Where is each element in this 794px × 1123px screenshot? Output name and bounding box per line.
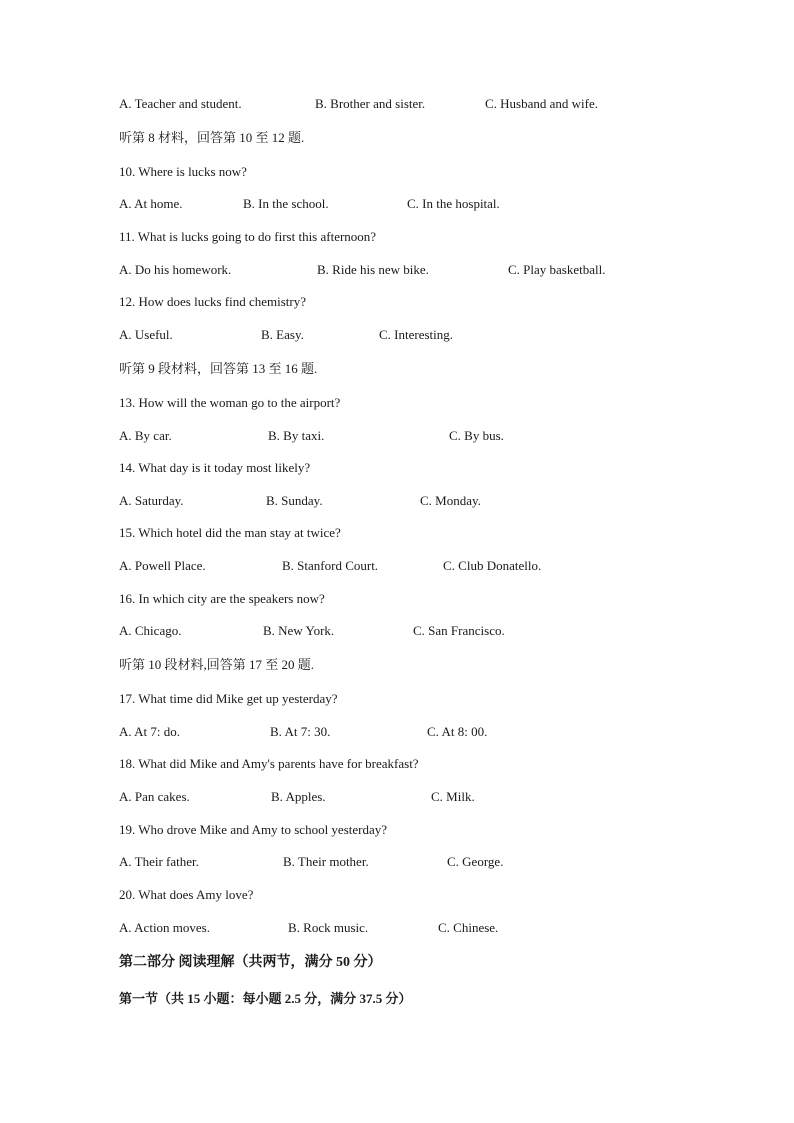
question-text: 13. How will the woman go to the airport?: [119, 395, 341, 410]
section-instruction: 听第 10 段材料,回答第 17 至 20 题.: [119, 657, 315, 672]
option-b: B. Easy.: [261, 327, 304, 342]
option-b: B. Their mother.: [283, 854, 369, 869]
option-a: A. Useful.: [119, 327, 173, 342]
option-b: B. By taxi.: [268, 428, 325, 443]
option-c: C. Interesting.: [379, 327, 454, 342]
option-c: C. At 8: 00.: [427, 724, 488, 739]
question-text: 10. Where is lucks now?: [119, 164, 247, 179]
option-a: A. At 7: do.: [119, 724, 181, 739]
question-text: 17. What time did Mike get up yesterday?: [119, 691, 338, 706]
option-b: B. At 7: 30.: [270, 724, 331, 739]
option-a: A. By car.: [119, 428, 172, 443]
option-c: C. Milk.: [431, 789, 475, 804]
section-instruction: 听第 9 段材料，回答第 13 至 16 题.: [119, 361, 318, 376]
question-text: 20. What does Amy love?: [119, 887, 254, 902]
question-text: 14. What day is it today most likely?: [119, 460, 311, 475]
option-a: A. Powell Place.: [119, 558, 206, 573]
option-b: B. Sunday.: [266, 493, 323, 508]
question-text: 15. Which hotel did the man stay at twice?: [119, 525, 341, 540]
question-text: 11. What is lucks going to do first this afternoon?: [119, 229, 377, 244]
option-b: B. New York.: [263, 623, 335, 638]
subsection-heading: 第一节（共 15 小题：每小题 2.5 分，满分 37.5 分）: [119, 991, 412, 1006]
option-c: C. In the hospital.: [407, 196, 500, 211]
section-heading: 第二部分 阅读理解（共两节，满分 50 分）: [119, 955, 382, 970]
option-c: C. By bus.: [449, 428, 504, 443]
option-b: B. Rock music.: [288, 920, 369, 935]
option-c: C. Monday.: [420, 493, 481, 508]
option-a: A. Pan cakes.: [119, 789, 190, 804]
option-c: C. George.: [447, 854, 504, 869]
question-text: 12. How does lucks find chemistry?: [119, 294, 307, 309]
option-b: B. In the school.: [243, 196, 329, 211]
option-a: A. Action moves.: [119, 920, 210, 935]
option-a: A. Do his homework.: [119, 262, 232, 277]
option-a: A. At home.: [119, 196, 183, 211]
question-text: 18. What did Mike and Amy's parents have for breakfast?: [119, 756, 419, 771]
option-c: C. Play basketball.: [508, 262, 606, 277]
option-b: B. Apples.: [271, 789, 326, 804]
option-a: A. Their father.: [119, 854, 199, 869]
option-a: A. Teacher and student.: [119, 96, 242, 111]
option-b: B. Ride his new bike.: [317, 262, 429, 277]
option-c: C. Husband and wife.: [485, 96, 599, 111]
section-instruction: 听第 8 材料，回答第 10 至 12 题.: [119, 130, 305, 145]
question-text: 19. Who drove Mike and Amy to school yesterday?: [119, 822, 388, 837]
option-a: A. Saturday.: [119, 493, 184, 508]
option-c: C. Chinese.: [438, 920, 499, 935]
option-b: B. Brother and sister.: [315, 96, 426, 111]
option-a: A. Chicago.: [119, 623, 182, 638]
option-c: C. San Francisco.: [413, 623, 505, 638]
option-c: C. Club Donatello.: [443, 558, 542, 573]
question-text: 16. In which city are the speakers now?: [119, 591, 325, 606]
option-b: B. Stanford Court.: [282, 558, 379, 573]
